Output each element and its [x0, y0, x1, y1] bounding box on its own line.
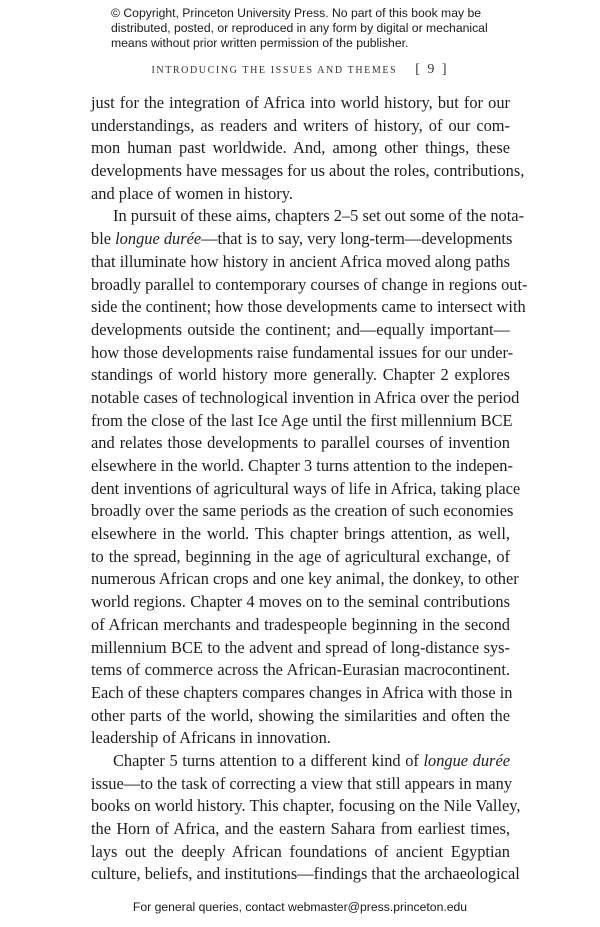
copyright-line: distributed, posted, or reproduced in any form by digital or mechanical	[111, 21, 488, 35]
text-run: —that is to say, very long-term—developments	[201, 229, 513, 249]
paragraph	[91, 92, 525, 205]
text-line: world regions. Chapter 4 moves on to the seminal contributions	[91, 592, 510, 612]
text-line: In pursuit of these aims, chapters 2–5 set out some of the nota-	[113, 206, 525, 226]
text-line: how those developments raise fundamental issues for our under-	[91, 342, 514, 362]
text-line: notable cases of technological invention in Africa over the period	[91, 387, 520, 407]
text-line: leadership of Africans in innovation.	[91, 728, 331, 748]
copyright-line: means without prior written permission of the publisher.	[111, 36, 409, 50]
text-line: elsewhere in the world. Chapter 3 turns attention to the indepen-	[91, 456, 513, 475]
text-line: and place of women in history.	[91, 183, 293, 203]
paragraph	[91, 205, 528, 750]
text-line: millennium BCE to the advent and spread of long-distance sys-	[91, 637, 510, 657]
text-line: mon human past worldwide. And, among other things, these	[91, 138, 510, 158]
italic-term: longue durée	[115, 229, 202, 249]
text-line: issue—to the task of correcting a view that still appears in many	[91, 773, 513, 793]
text-line: developments outside the continent; and—equally important—	[91, 319, 510, 339]
text-line: culture, beliefs, and institutions—findings that the archaeological	[91, 864, 520, 884]
text-line	[91, 750, 510, 773]
text-line: dent inventions of agricultural ways of life in Africa, taking place	[91, 478, 521, 498]
text-line: broadly over the same periods as the creation of such economies	[91, 501, 514, 521]
text-line: other parts of the world, showing the similarities and often the	[91, 705, 510, 725]
running-head-title: INTRODUCING THE ISSUES AND THEMES	[151, 65, 398, 76]
text-line: tems of commerce across the African-Eurasian macrocontinent.	[91, 660, 510, 680]
text-line: to the spread, beginning in the age of agricultural exchange, of	[91, 546, 510, 566]
text-line: standings of world history more generally. Chapter 2 explores	[91, 365, 510, 385]
text-line: that illuminate how history in ancient Africa moved along paths	[91, 251, 510, 271]
text-line	[91, 228, 513, 251]
text-line: the Horn of Africa, and the eastern Sahara from earliest times,	[91, 819, 510, 838]
running-head	[0, 60, 600, 78]
text-line: developments have messages for us about the roles, contributions,	[91, 161, 525, 181]
paragraph	[91, 750, 521, 886]
text-line: side the continent; how those developments came to intersect with	[91, 297, 526, 317]
text-line: just for the integration of Africa into world history, but for our	[91, 93, 510, 112]
text-line: elsewhere in the world. This chapter brings attention, as well,	[91, 524, 510, 544]
text-line: Each of these chapters compares changes in Africa with those in	[91, 682, 513, 702]
body-text	[91, 92, 528, 886]
text-line: numerous African crops and one key animal, the donkey, to other	[91, 569, 519, 589]
text-run: ble	[91, 229, 116, 249]
text-line: broadly parallel to contemporary courses of change in regions out-	[91, 274, 528, 294]
footer-contact: For general queries, contact webmaster@press.princeton.edu	[132, 900, 468, 914]
text-line: understandings, as readers and writers of history, of our com-	[91, 115, 510, 135]
text-line: books on world history. This chapter, focusing on the Nile Valley,	[91, 796, 521, 816]
text-line: of African merchants and tradespeople beginning in the second	[91, 614, 510, 634]
text-run: Chapter 5 turns attention to a different kind of	[113, 750, 424, 770]
italic-term: longue durée	[423, 750, 510, 770]
text-line: from the close of the last Ice Age until the first millennium BCE	[91, 410, 513, 430]
copyright-line: © Copyright, Princeton University Press. No part of this book may be	[111, 6, 482, 20]
page-number: [ 9 ]	[415, 62, 449, 77]
text-line: and relates those developments to parallel courses of invention	[91, 433, 510, 453]
copyright-notice	[111, 6, 511, 51]
text-line: lays out the deeply African foundations of ancient Egyptian	[91, 841, 510, 861]
